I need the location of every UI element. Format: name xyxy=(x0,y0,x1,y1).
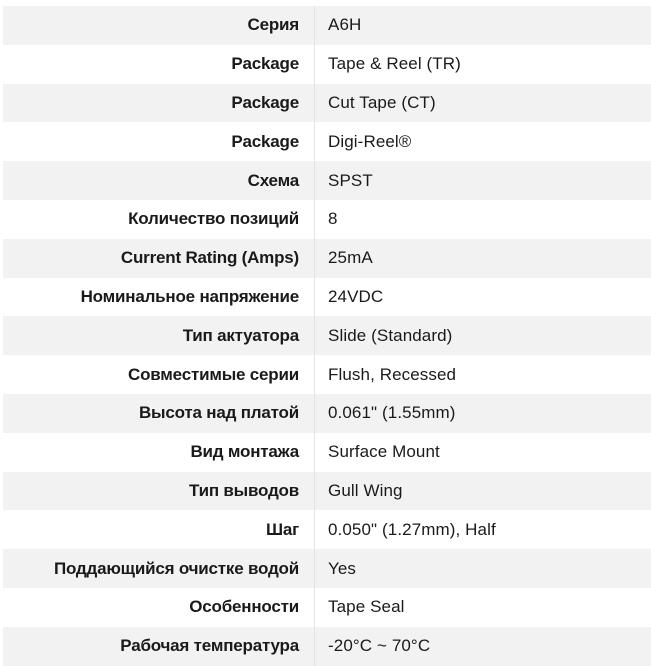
spec-row-circuit xyxy=(3,161,651,200)
spec-row-operating-temp xyxy=(3,627,651,666)
spec-value: Tape Seal xyxy=(328,597,405,617)
spec-label: Вид монтажа xyxy=(190,442,299,462)
spec-row-actuator xyxy=(3,316,651,355)
spec-label: Рабочая температура xyxy=(120,636,299,656)
spec-row-pitch xyxy=(3,510,651,549)
spec-row-mounting xyxy=(3,433,651,472)
spec-value: 8 xyxy=(328,209,338,229)
spec-label: Package xyxy=(231,92,299,112)
spec-value: 24VDC xyxy=(328,286,384,306)
spec-table xyxy=(3,6,651,666)
spec-value: Slide (Standard) xyxy=(328,325,453,345)
spec-value: A6H xyxy=(328,15,362,35)
spec-row-features xyxy=(3,588,651,627)
spec-label: Схема xyxy=(247,170,299,190)
spec-row-package-tr xyxy=(3,45,651,84)
spec-row-package-digireel xyxy=(3,122,651,161)
spec-row-compatible-series xyxy=(3,355,651,394)
spec-label: Package xyxy=(231,54,299,74)
spec-row-current-rating xyxy=(3,239,651,278)
spec-label: Номинальное напряжение xyxy=(80,286,299,306)
spec-row-height xyxy=(3,394,651,433)
spec-value: Yes xyxy=(328,558,357,578)
spec-value: Gull Wing xyxy=(328,480,403,500)
spec-label: Совместимые серии xyxy=(128,364,299,384)
spec-row-voltage xyxy=(3,278,651,317)
spec-row-positions xyxy=(3,200,651,239)
spec-value: 25mA xyxy=(328,248,373,268)
spec-label: Серия xyxy=(247,15,299,35)
spec-label: Тип выводов xyxy=(189,480,299,500)
spec-label: Тип актуатора xyxy=(182,325,299,345)
spec-label: Current Rating (Amps) xyxy=(120,248,299,268)
spec-value: Tape & Reel (TR) xyxy=(328,54,461,74)
spec-value: 0.050" (1.27mm), Half xyxy=(328,519,496,539)
spec-label: Высота над платой xyxy=(138,403,299,423)
spec-row-terminal xyxy=(3,472,651,511)
spec-label: Поддающийся очистке водой xyxy=(53,558,299,578)
spec-value: Digi-Reel® xyxy=(328,131,412,151)
spec-label: Package xyxy=(231,131,299,151)
spec-value: SPST xyxy=(328,170,373,190)
spec-value: Surface Mount xyxy=(328,442,440,462)
spec-value: -20°C ~ 70°C xyxy=(328,636,431,656)
spec-label: Количество позиций xyxy=(128,209,299,229)
spec-row-package-ct xyxy=(3,84,651,123)
spec-value: 0.061" (1.55mm) xyxy=(328,403,456,423)
spec-value: Flush, Recessed xyxy=(328,364,457,384)
spec-row-washable xyxy=(3,549,651,588)
spec-label: Шаг xyxy=(265,519,299,539)
spec-label: Особенности xyxy=(189,597,299,617)
spec-value: Cut Tape (CT) xyxy=(328,92,436,112)
spec-row-series xyxy=(3,6,651,45)
